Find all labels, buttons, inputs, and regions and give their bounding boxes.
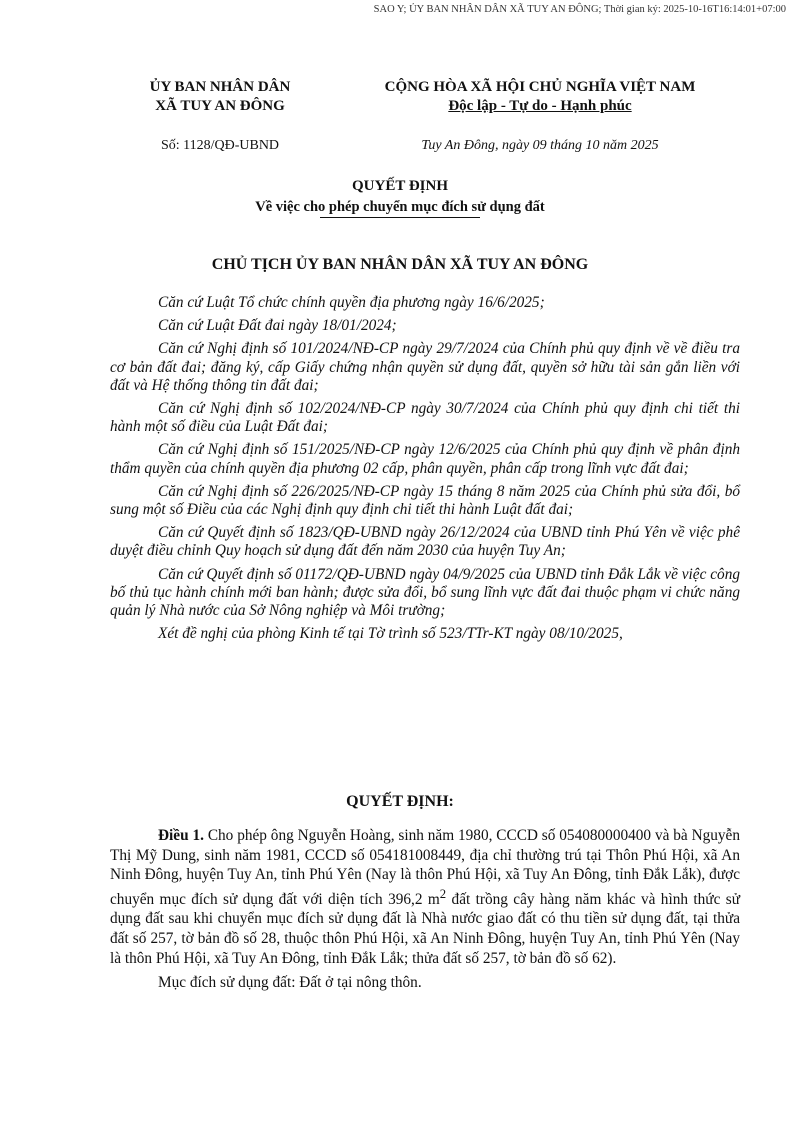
subtitle-text: Về việc cho phép chuyển mục đích sử dụng đất — [255, 199, 545, 215]
digital-signature-stamp: SAO Y; ỦY BAN NHÂN DÂN XÃ TUY AN ĐÔNG; Thời gian ký: 2025-10-16T16:14:01+07:00 — [373, 4, 786, 15]
place-date: Tuy An Đông, ngày 09 tháng 10 năm 2025 — [421, 138, 659, 153]
authority-heading: CHỦ TỊCH ỦY BAN NHÂN DÂN XÃ TUY AN ĐÔNG — [211, 256, 589, 273]
legal-basis-7: Căn cứ Quyết định số 1823/QĐ-UBND ngày 26/12/2024 của UBND tỉnh Phú Yên về việc phê duyệt điều chỉnh Quy hoạch sử dụng đất đến năm 2030 của huyện Tuy An; — [110, 524, 740, 560]
national-header — [340, 78, 740, 116]
legal-basis-2: Căn cứ Luật Đất đai ngày 18/01/2024; — [158, 317, 397, 335]
document-title: QUYẾT ĐỊNH — [352, 178, 448, 194]
legal-basis-1: Căn cứ Luật Tổ chức chính quyền địa phương ngày 16/6/2025; — [158, 294, 545, 311]
document-number: Số: 1128/QĐ-UBND — [160, 138, 280, 153]
article-1-label: Điều 1. — [158, 827, 204, 844]
agency-line-1: ỦY BAN NHÂN DÂN — [149, 79, 291, 95]
legal-bases — [110, 294, 740, 648]
nation-name: CỘNG HÒA XÃ HỘI CHỦ NGHĨA VIỆT NAM — [384, 79, 696, 95]
issuing-agency — [120, 78, 320, 116]
legal-basis-5: Căn cứ Nghị định số 151/2025/NĐ-CP ngày 12/6/2025 của Chính phủ quy định về phân định thẩm quyền của chính quyền địa phương 02 cấp, phân quyền, phân cấp trong lĩnh vực đất đai; — [110, 441, 740, 477]
document-subtitle — [100, 199, 700, 216]
legal-basis-3: Căn cứ Nghị định số 101/2024/NĐ-CP ngày 29/7/2024 của Chính phủ quy định về về điều tra cơ bản đất đai; đăng ký, cấp Giấy chứng nhận quyền sử dụng đất, quyền sở hữu tài sản gắn liền với đất và Hệ thống thông tin đất đai; — [110, 340, 740, 394]
proposal-basis: Xét đề nghị của phòng Kinh tế tại Tờ trình số 523/TTr-KT ngày 08/10/2025, — [158, 625, 623, 643]
legal-basis-8: Căn cứ Quyết định số 01172/QĐ-UBND ngày 04/9/2025 của UBND tỉnh Đắk Lắk về việc công bố thủ tục hành chính mới ban hành; được sửa đổi, bổ sung lĩnh vực đất đai thuộc phạm vi chức năng quản lý Nhà nước của Sở Nông nghiệp và Môi trường; — [110, 565, 740, 620]
agency-line-2: XÃ TUY AN ĐÔNG — [155, 98, 285, 114]
article-1 — [110, 826, 740, 998]
article-1-body — [110, 826, 740, 968]
legal-basis-6: Căn cứ Nghị định số 226/2025/NĐ-CP ngày 15 tháng 8 năm 2025 của Chính phủ sửa đổi, bổ sung một số Điều của các Nghị định quy định chi tiết thi hành Luật đất đai; — [110, 482, 740, 519]
decision-heading: QUYẾT ĐỊNH: — [346, 793, 454, 810]
legal-basis-4: Căn cứ Nghị định số 102/2024/NĐ-CP ngày 30/7/2024 của Chính phủ quy định chi tiết thi hành một số điều của Luật Đất đai; — [110, 400, 740, 436]
article-1-text-b: đất trồng cây hàng năm khác và hình thức sử dụng đất sau khi chuyển mục đích sử dụng đất là Nhà nước giao đất có thu tiền sử dụng đất, tại thửa đất số 257, tờ bản đồ số 28, thuộc thôn Phú Hội, xã An Ninh Đông, huyện Tuy An, tỉnh Phú Yên (Nay là thôn Phú Hội, xã Tuy An Đông, tỉnh Đắk Lắk; thửa đất số 257, tờ bản đồ số 62). — [110, 890, 740, 967]
national-motto: Độc lập - Tự do - Hạnh phúc — [448, 98, 632, 114]
area-unit-superscript: 2 — [439, 886, 447, 901]
article-1-text-a: Cho phép ông Nguyễn Hoàng, sinh năm 1980, CCCD số 054080000400 và bà Nguyễn Thị Mỹ Dung, sinh năm 1981, CCCD số 054181008449, địa chỉ thường trú tại Thôn Phú Hội, xã An Ninh Đông, huyện Tuy An, tỉnh Phú Yên (Nay là thôn Phú Hội, xã Tuy An Đông, tỉnh Đắk Lắk), được chuyển mục đích sử dụng đất với diện tích 396,2 m — [110, 827, 740, 908]
land-use-purpose: Mục đích sử dụng đất: Đất ở tại nông thôn. — [158, 974, 422, 992]
subtitle-underline — [320, 217, 480, 218]
